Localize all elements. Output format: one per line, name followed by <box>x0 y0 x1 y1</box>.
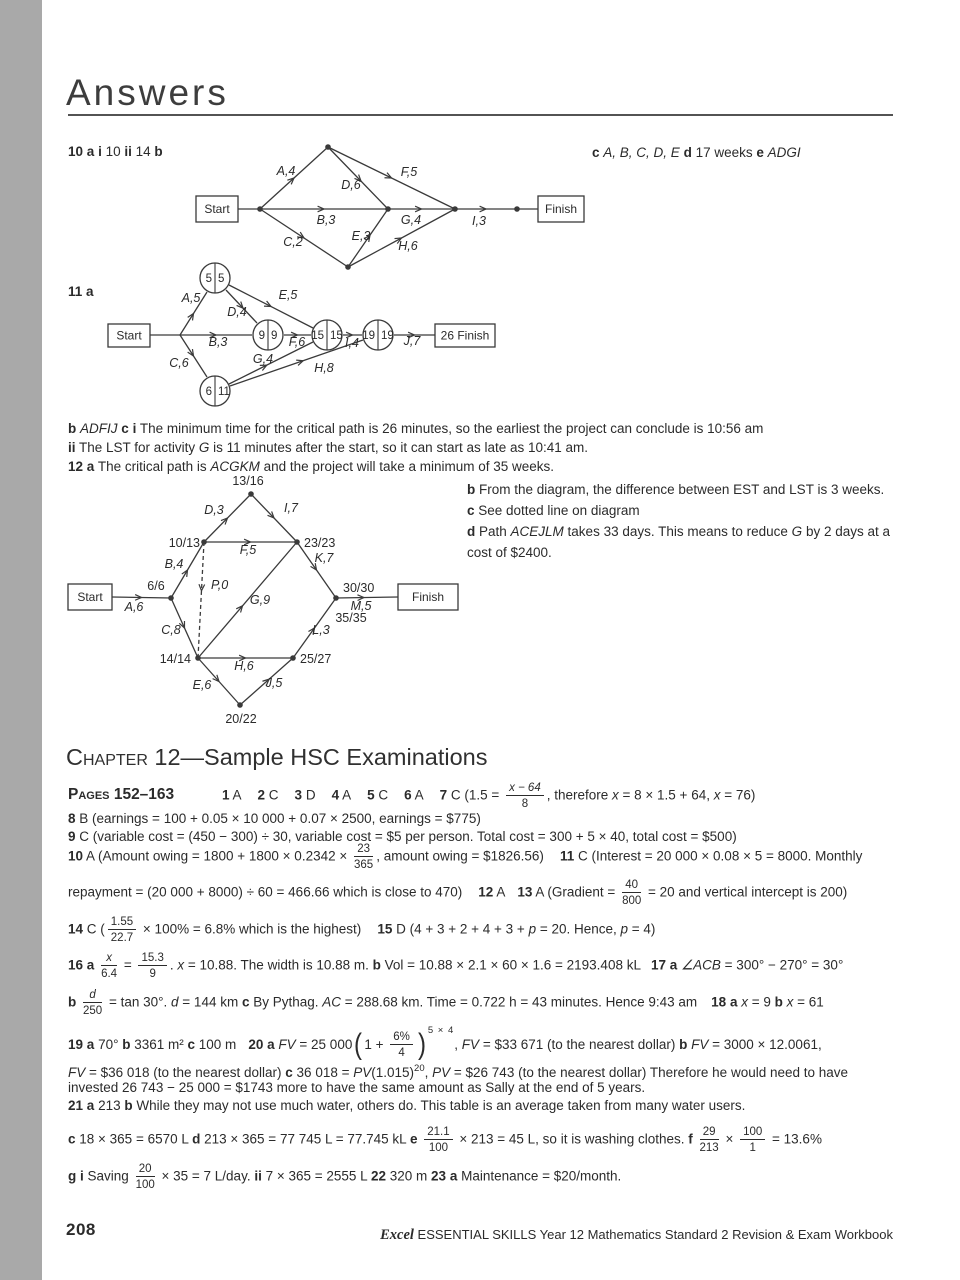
q11c-note: ii The LST for activity G is 11 minutes after the start, so it can start as late as 10:41 am. <box>68 440 589 455</box>
svg-text:Start: Start <box>77 590 103 604</box>
svg-text:B,4: B,4 <box>164 557 184 571</box>
svg-text:E,5: E,5 <box>278 288 298 302</box>
svg-text:35/35: 35/35 <box>335 611 367 625</box>
q12b-note: b From the diagram, the difference between EST and LST is 3 weeks. <box>467 482 885 497</box>
svg-text:D,6: D,6 <box>341 178 361 192</box>
svg-text:23/23: 23/23 <box>304 536 336 550</box>
svg-text:C,8: C,8 <box>161 623 181 637</box>
answers-line-14: g i Saving $\frac{20}{100}$ × 35 = 7 L/day. ii 7 × 365 = 2555 L 22 320 m 23 a Maintenance = $20/month. <box>68 1163 622 1191</box>
svg-text:9: 9 <box>271 330 278 342</box>
q12d-note: d Path ACEJLM takes 33 days. This means to reduce G by 2 days at a <box>467 524 890 539</box>
svg-text:19: 19 <box>362 330 375 342</box>
svg-text:Finish: Finish <box>544 202 578 216</box>
page-title: Answers <box>66 72 229 113</box>
footer-text <box>380 1227 893 1244</box>
svg-text:J,5: J,5 <box>265 676 283 690</box>
svg-text:C,2: C,2 <box>283 235 303 249</box>
svg-text:H,8: H,8 <box>314 361 334 375</box>
q12a-network-diagram <box>64 470 466 732</box>
pages-heading <box>68 786 174 804</box>
chapter-heading <box>66 744 487 771</box>
answers-line-12: 21 a 213 b While they may not use much water, others do. This table is an average taken from many water users. <box>68 1098 746 1113</box>
svg-text:M,5: M,5 <box>350 599 372 613</box>
answers-line-2: 8 B (earnings = 100 + 0.05 × 10 000 + 0.07 × 2500, earnings = $775) <box>68 811 481 826</box>
svg-text:G,4: G,4 <box>400 213 422 227</box>
answers-line-4: 10 A (Amount owing = 1800 + 1800 × 0.2342 × $\frac{23}{365}$ , amount owing = $1826.56) 11 C (Interest = 20 000 × 0.08 × 5 = 8000. Monthly <box>68 843 863 871</box>
q12d-note-cont: cost of $2400. <box>467 545 552 560</box>
q10-answer-line: 10 a i 10 ii 14 b <box>68 144 163 159</box>
footer-brand-rest: ESSENTIAL SKILLS Year 12 Mathematics Standard 2 Revision & Exam Workbook <box>413 1227 893 1242</box>
q11a-network-diagram <box>100 255 520 420</box>
svg-text:L,3: L,3 <box>312 623 330 637</box>
q11b-note: b ADFIJ c i The minimum time for the critical path is 26 minutes, so the earliest the project can conclude is 10:56 am <box>68 421 764 436</box>
svg-text:G,9: G,9 <box>249 593 271 607</box>
svg-text:C,6: C,6 <box>169 356 189 370</box>
answers-line-7: 16 a $\frac{x}{6.4}$ = $\frac{15.3}{9}$ . x = 10.88. The width is 10.88 m. b Vol = 10.88 × 2.1 × 60 × 1.6 = 2193.408 kL 17 a ∠ACB = 300° − 270° = 30° <box>68 952 844 980</box>
answers-line-10: FV = $36 018 (to the nearest dollar) c 36 $018 = PV(1.015)^{20}$, PV = $26 743 (to the nearest dollar) Therefore he would need to have <box>68 1063 849 1080</box>
answers-line-1: 1 A 2 C 3 D 4 A 5 C 6 A 7 C (1.5 = $\frac{x - 64}{8}$ , therefore x = 8 × 1.5 + 64, x = 76) <box>222 782 756 810</box>
svg-text:9: 9 <box>258 330 265 342</box>
answers-line-5: repayment = (20 000 + 8000) ÷ 60 = 466.66 which is close to 470) 12 A 13 A (Gradient = $\frac{40}{800}$ = 20 and vertical intercept is 200) <box>68 879 848 907</box>
svg-text:P,0: P,0 <box>211 578 229 592</box>
answers-line-8: b $\frac{d}{250}$ = tan 30°. d = 144 km c By Pythag. AC = 288.68 km. Time = 0.722 h = 43 minutes. Hence 9:43 am 18 a x = 9 b x = 61 <box>68 989 824 1017</box>
svg-text:14/14: 14/14 <box>159 652 191 666</box>
heading-rule <box>68 114 893 116</box>
pages-word: Pages <box>68 786 110 803</box>
svg-text:K,7: K,7 <box>314 551 334 565</box>
svg-text:13/16: 13/16 <box>232 474 264 488</box>
svg-text:I,4: I,4 <box>345 336 359 350</box>
answers-line-3: 9 C (variable cost = (450 − 300) ÷ 30, variable cost = $5 per person. Total cost = 300 + 5 × 40, total cost = $500) <box>68 829 737 844</box>
svg-text:I,3: I,3 <box>472 214 486 228</box>
svg-text:F,5: F,5 <box>400 165 418 179</box>
svg-text:6: 6 <box>205 386 212 398</box>
svg-text:B,3: B,3 <box>208 335 228 349</box>
svg-text:J,7: J,7 <box>403 334 421 348</box>
svg-text:B,3: B,3 <box>316 213 336 227</box>
page-number: 208 <box>66 1220 96 1239</box>
svg-text:I,7: I,7 <box>284 501 298 515</box>
svg-text:5: 5 <box>218 273 225 285</box>
answers-line-6: 14 C ( $\frac{1.55}{22.7}$ × 100% = 6.8% which is the highest) 15 D (4 + 3 + 2 + 4 + 3 + p = 20. Hence, p = 4) <box>68 916 656 944</box>
q10-right-note: c A, B, C, D, E d 17 weeks e ADGI <box>592 145 801 160</box>
q12a-note: 12 a The critical path is ACGKM and the project will take a minimum of 35 weeks. <box>68 459 555 474</box>
svg-text:Finish: Finish <box>411 590 445 604</box>
svg-text:G,4: G,4 <box>252 352 274 366</box>
q12c-note: c See dotted line on diagram <box>467 503 640 518</box>
svg-text:A,6: A,6 <box>124 600 144 614</box>
chapter-word: Chapter <box>66 744 148 770</box>
svg-text:H,6: H,6 <box>234 659 254 673</box>
svg-text:11: 11 <box>218 386 230 398</box>
svg-text:Start: Start <box>204 202 230 216</box>
svg-text:E,6: E,6 <box>192 678 212 692</box>
svg-text:19: 19 <box>381 330 394 342</box>
pages-range: 152–163 <box>109 786 175 803</box>
svg-text:15: 15 <box>330 330 343 342</box>
svg-text:D,3: D,3 <box>204 503 224 517</box>
chapter-title: 12—Sample HSC Examinations <box>147 744 488 770</box>
svg-text:5: 5 <box>205 273 212 285</box>
svg-text:A,5: A,5 <box>181 291 201 305</box>
svg-text:Start: Start <box>116 328 142 343</box>
svg-text:15: 15 <box>311 330 324 342</box>
q11-label: 11 a <box>68 284 94 299</box>
page-edge-bar <box>0 0 42 1280</box>
answers-line-9: 19 a 70° b 3361 m² c 100 m 20 a FV = 25 000( 1 + $\frac{6\%}{4}$ ) $^{5 \times 4}$, FV = $33 671 (to the nearest dollar) b FV = 3000 × 12.0061, <box>68 1025 822 1062</box>
svg-text:F,6: F,6 <box>288 335 306 349</box>
svg-text:E,3: E,3 <box>351 229 371 243</box>
svg-text:H,6: H,6 <box>398 239 418 253</box>
answers-line-13: c 18 × 365 = 6570 L d 213 × 365 = 77 745 L = 77.745 kL e $\frac{21.1}{100}$ × 213 = 45 L, so it is washing clothes. f $\frac{29}{213}$ × $\frac{100}{1}$ = 13.6% <box>68 1126 822 1154</box>
svg-text:20/22: 20/22 <box>225 712 257 726</box>
footer-brand: Excel <box>380 1227 414 1243</box>
svg-text:30/30: 30/30 <box>343 581 375 595</box>
svg-text:10/13: 10/13 <box>168 536 200 550</box>
svg-text:26 Finish: 26 Finish <box>440 328 490 343</box>
answers-line-11: invested 26 743 − 25 000 = $1743 more to have the same amount as Sally at the end of 5 years. <box>68 1080 646 1095</box>
svg-text:25/27: 25/27 <box>300 652 332 666</box>
svg-text:A,4: A,4 <box>276 164 296 178</box>
svg-text:F,5: F,5 <box>239 543 257 557</box>
svg-text:6/6: 6/6 <box>147 579 165 593</box>
svg-text:D,4: D,4 <box>227 305 247 319</box>
